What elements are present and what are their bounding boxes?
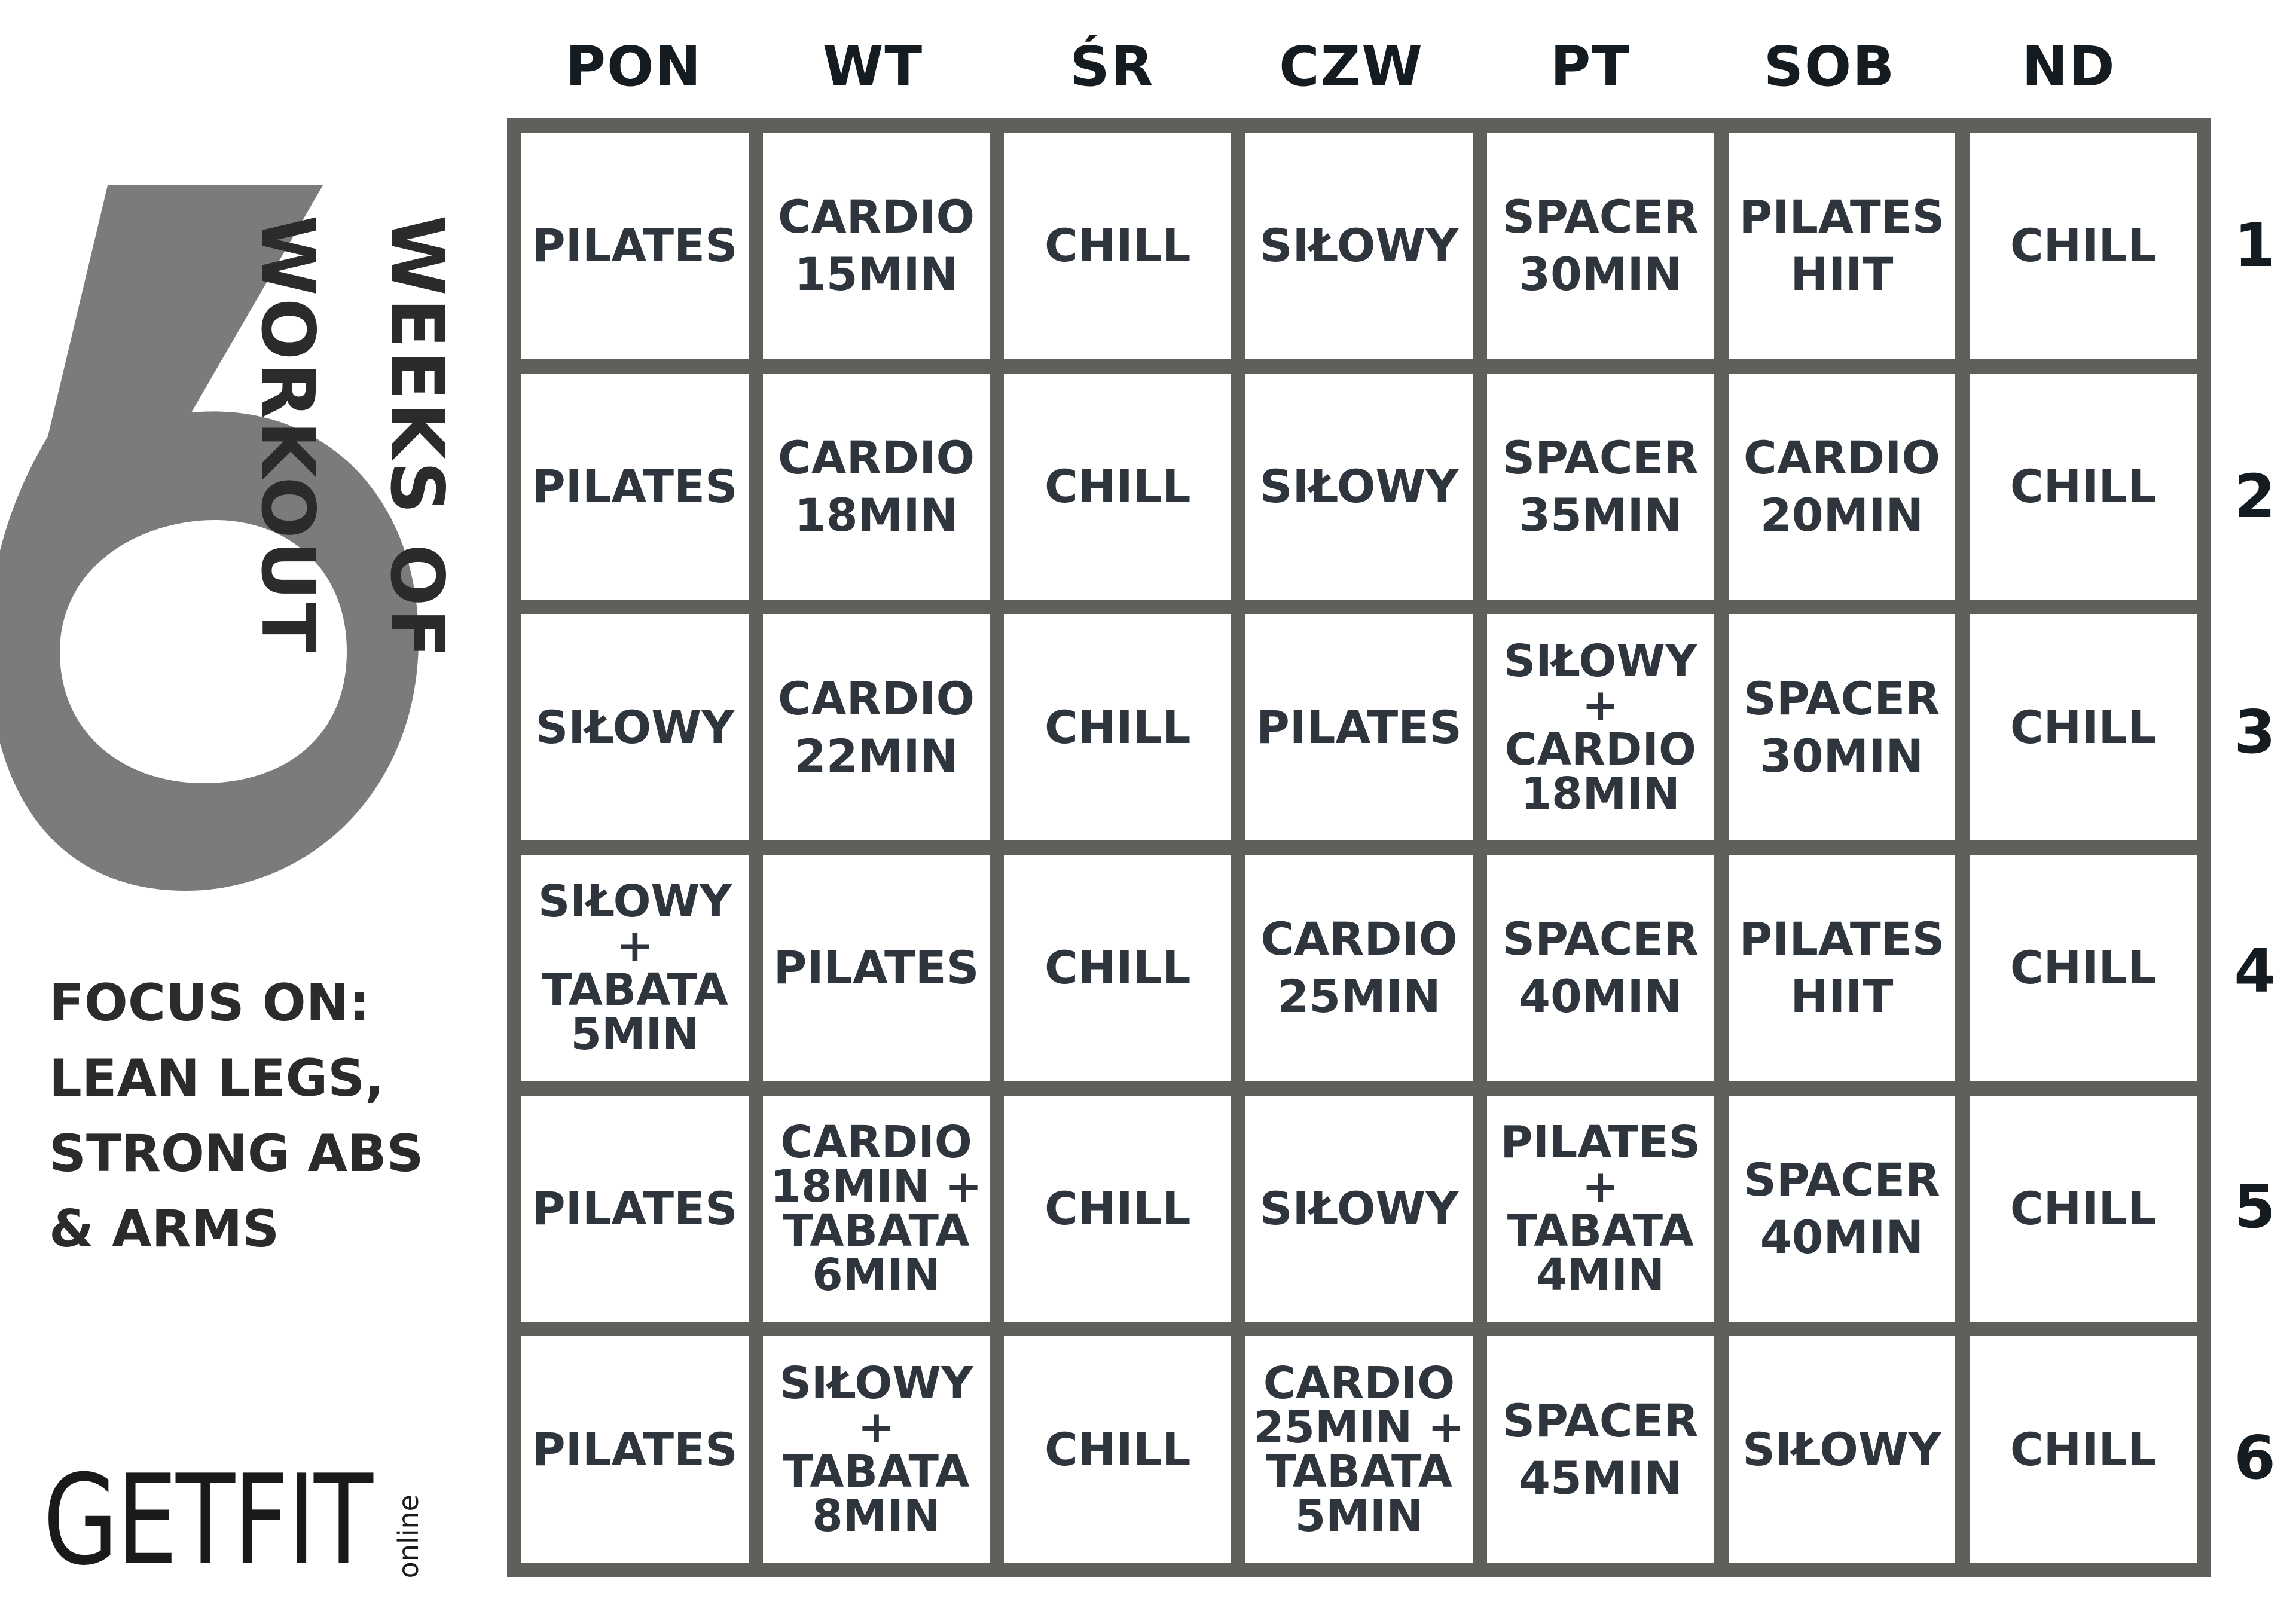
- schedule-cell: CHILL: [1004, 855, 1231, 1081]
- logo-wordmark: GETFIT: [43, 1448, 371, 1593]
- schedule-cell: SPACER 45MIN: [1487, 1336, 1714, 1563]
- schedule-grid: [507, 118, 2211, 1577]
- schedule-cell: CARDIO 20MIN: [1729, 374, 1956, 600]
- schedule-cell: PILATES HIIT: [1729, 855, 1956, 1081]
- schedule-cell: PILATES HIIT: [1729, 133, 1956, 359]
- schedule-cell: CHILL: [1004, 374, 1231, 600]
- schedule-cell: CHILL: [1970, 133, 2197, 359]
- week-number: 4: [2234, 936, 2276, 1006]
- schedule-cell: CHILL: [1004, 133, 1231, 359]
- day-header-sob: SOB: [1763, 34, 1896, 99]
- schedule-cell: SPACER 30MIN: [1729, 614, 1956, 840]
- focus-line: FOCUS ON:: [49, 973, 370, 1033]
- schedule-cell: CHILL: [1970, 374, 2197, 600]
- schedule-cell: SIŁOWY: [1245, 1096, 1473, 1322]
- schedule-cell: SIŁOWY + CARDIO 18MIN: [1487, 614, 1714, 840]
- schedule-cell: PILATES: [521, 133, 749, 359]
- week-number: 1: [2234, 210, 2276, 280]
- schedule-cell: PILATES: [521, 1336, 749, 1563]
- getfit-logo: [43, 1448, 425, 1593]
- focus-line: STRONG ABS: [49, 1124, 424, 1184]
- schedule-cell: SIŁOWY: [521, 614, 749, 840]
- big-number-six: [0, 185, 419, 891]
- schedule-cell: CHILL: [1970, 1096, 2197, 1322]
- focus-text: [49, 965, 423, 1267]
- day-header-pon: PON: [565, 34, 703, 99]
- logo-subtext: online: [392, 1494, 425, 1578]
- schedule-cell: CHILL: [1004, 1096, 1231, 1322]
- schedule-cell: CARDIO 22MIN: [763, 614, 990, 840]
- day-header-czw: CZW: [1279, 34, 1424, 99]
- day-header-wt: WT: [822, 34, 924, 99]
- week-number: 3: [2234, 697, 2276, 767]
- day-header-pt: PT: [1550, 34, 1631, 99]
- schedule-cell: SPACER 35MIN: [1487, 374, 1714, 600]
- schedule-cell: CHILL: [1970, 614, 2197, 840]
- schedule-cell: CARDIO 25MIN: [1245, 855, 1473, 1081]
- schedule-cell: PILATES + TABATA 4MIN: [1487, 1096, 1714, 1322]
- focus-line: LEAN LEGS,: [49, 1049, 384, 1108]
- week-number: 6: [2234, 1423, 2276, 1493]
- schedule-cell: SPACER 40MIN: [1487, 855, 1714, 1081]
- title-workout: WORKOUT: [245, 215, 330, 655]
- day-header-sr: ŚR: [1070, 34, 1155, 99]
- schedule-cell: CARDIO 18MIN: [763, 374, 990, 600]
- schedule-cell: PILATES: [521, 374, 749, 600]
- schedule-cell: SPACER 30MIN: [1487, 133, 1714, 359]
- focus-line: & ARMS: [49, 1199, 280, 1259]
- schedule-cell: CHILL: [1970, 855, 2197, 1081]
- day-header-nd: ND: [2022, 34, 2116, 99]
- title-weeks-of: WEEKS OF: [374, 215, 459, 661]
- schedule-cell: SIŁOWY: [1245, 133, 1473, 359]
- schedule-cell: SIŁOWY: [1729, 1336, 1956, 1563]
- schedule-cell: CHILL: [1004, 614, 1231, 840]
- week-number: 2: [2234, 461, 2276, 531]
- schedule-cell: SIŁOWY: [1245, 374, 1473, 600]
- schedule-cell: CHILL: [1970, 1336, 2197, 1563]
- schedule-cell: PILATES: [763, 855, 990, 1081]
- schedule-cell: PILATES: [521, 1096, 749, 1322]
- schedule-cell: PILATES: [1245, 614, 1473, 840]
- schedule-cell: SPACER 40MIN: [1729, 1096, 1956, 1322]
- schedule-cell: CHILL: [1004, 1336, 1231, 1563]
- schedule-cell: CARDIO 25MIN + TABATA 5MIN: [1245, 1336, 1473, 1563]
- schedule-cell: SIŁOWY + TABATA 5MIN: [521, 855, 749, 1081]
- week-number: 5: [2234, 1172, 2276, 1242]
- schedule-cell: SIŁOWY + TABATA 8MIN: [763, 1336, 990, 1563]
- schedule-cell: CARDIO 18MIN + TABATA 6MIN: [763, 1096, 990, 1322]
- schedule-cell: CARDIO 15MIN: [763, 133, 990, 359]
